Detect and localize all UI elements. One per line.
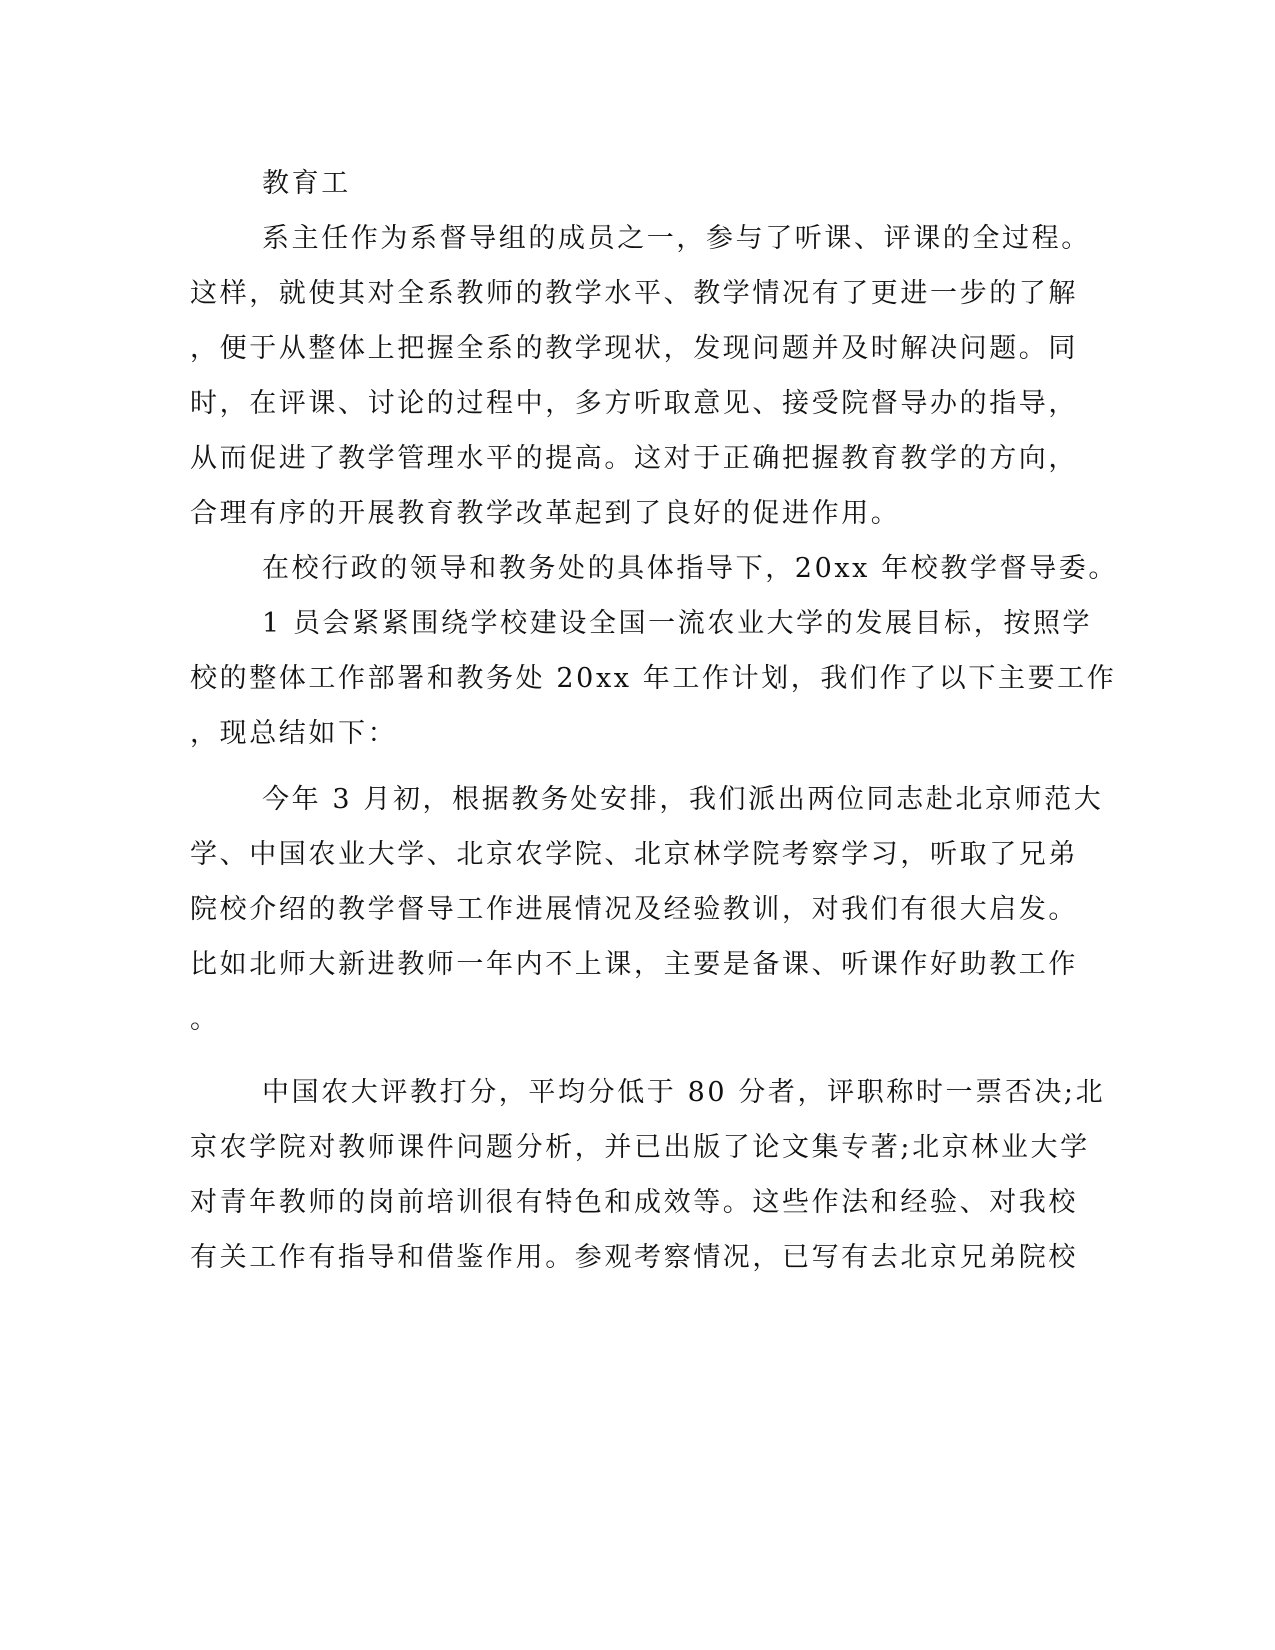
text-line: 有关工作有指导和借鉴作用。参观考察情况，已写有去北京兄弟院校	[190, 1242, 1078, 1273]
text-line: ，现总结如下：	[190, 718, 398, 749]
text-line: 比如北师大新进教师一年内不上课，主要是备课、听课作好助教工作	[190, 949, 1078, 980]
text-line: 今年 3 月初，根据教务处安排，我们派出两位同志赴北京师范大	[262, 784, 1104, 815]
text-line: ，便于从整体上把握全系的教学现状，发现问题并及时解决问题。同	[190, 333, 1078, 364]
text-line: 京农学院对教师课件问题分析，并已出版了论文集专著;北京林业大学	[190, 1132, 1090, 1163]
text-line: 从而促进了教学管理水平的提高。这对于正确把握教育教学的方向，	[190, 443, 1078, 474]
text-line: 这样，就使其对全系教师的教学水平、教学情况有了更进一步的了解	[190, 278, 1078, 309]
text-line: 在校行政的领导和教务处的具体指导下，20xx 年校教学督导委。	[262, 553, 1118, 584]
text-line: 1 员会紧紧围绕学校建设全国一流农业大学的发展目标，按照学	[262, 608, 1093, 639]
text-line: 时，在评课、讨论的过程中，多方听取意见、接受院督导办的指导，	[190, 388, 1078, 419]
text-line: 中国农大评教打分，平均分低于 80 分者，评职称时一票否决;北	[262, 1077, 1106, 1108]
text-line: 校的整体工作部署和教务处 20xx 年工作计划，我们作了以下主要工作	[190, 663, 1117, 694]
text-line: 对青年教师的岗前培训很有特色和成效等。这些作法和经验、对我校	[190, 1187, 1078, 1218]
text-line: 院校介绍的教学督导工作进展情况及经验教训，对我们有很大启发。	[190, 894, 1078, 925]
text-line: 。	[190, 1004, 220, 1035]
text-line: 学、中国农业大学、北京农学院、北京林学院考察学习，听取了兄弟	[190, 839, 1078, 870]
text-line: 合理有序的开展教育教学改革起到了良好的促进作用。	[190, 498, 901, 529]
text-line: 系主任作为系督导组的成员之一，参与了听课、评课的全过程。	[262, 223, 1091, 254]
text-line: 教育工	[262, 168, 351, 199]
